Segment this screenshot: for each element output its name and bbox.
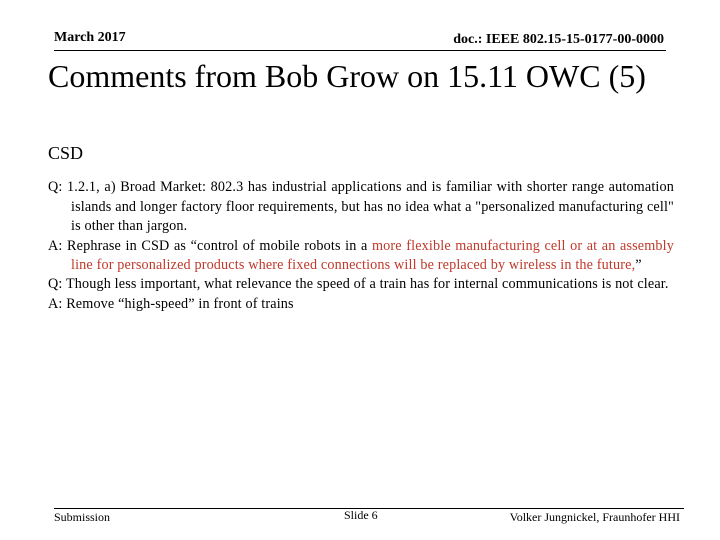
header-date: March 2017 [54,30,126,45]
qa-text: ” [635,257,642,274]
footer-slide-number: Slide 6 [344,508,378,522]
qa-text: Though less important, what relevance the speed of a train has for internal communications is not clear. [62,276,669,293]
qa-text: 1.2.1, a) Broad Market: 802.3 has industrial applications and is familiar with shorter range automation islands and longer factory floor requirements, but has no idea what a "personalized manufacturing cell" is other than jargon. [62,179,674,235]
qa-label: Q: [48,179,63,196]
qa-text-highlight: more flexible manufacturing cell or at an assembly line for personalized products where fixed connections will be replaced by wireless in the future, [71,237,674,274]
answer-2 [48,295,674,314]
qa-text: Rephrase in CSD as “control of mobile robots in a [62,237,372,254]
question-1 [48,178,674,236]
header-doc-id: doc.: IEEE 802.15-15-0177-00-0000 [453,32,664,47]
section-heading: CSD [48,143,84,163]
slide-body [48,144,674,314]
slide-title: Comments from Bob Grow on 15.11 OWC (5) [48,58,646,94]
qa-label: Q: [48,276,63,293]
question-2 [48,275,674,294]
qa-label: A: [48,237,63,254]
qa-text: Remove “high-speed” in front of trains [62,295,294,312]
footer-author: Volker Jungnickel, Fraunhofer HHI [509,510,680,524]
header-divider [54,50,666,51]
footer-submission: Submission [54,510,111,524]
answer-1 [48,237,674,276]
qa-label: A: [48,295,63,312]
